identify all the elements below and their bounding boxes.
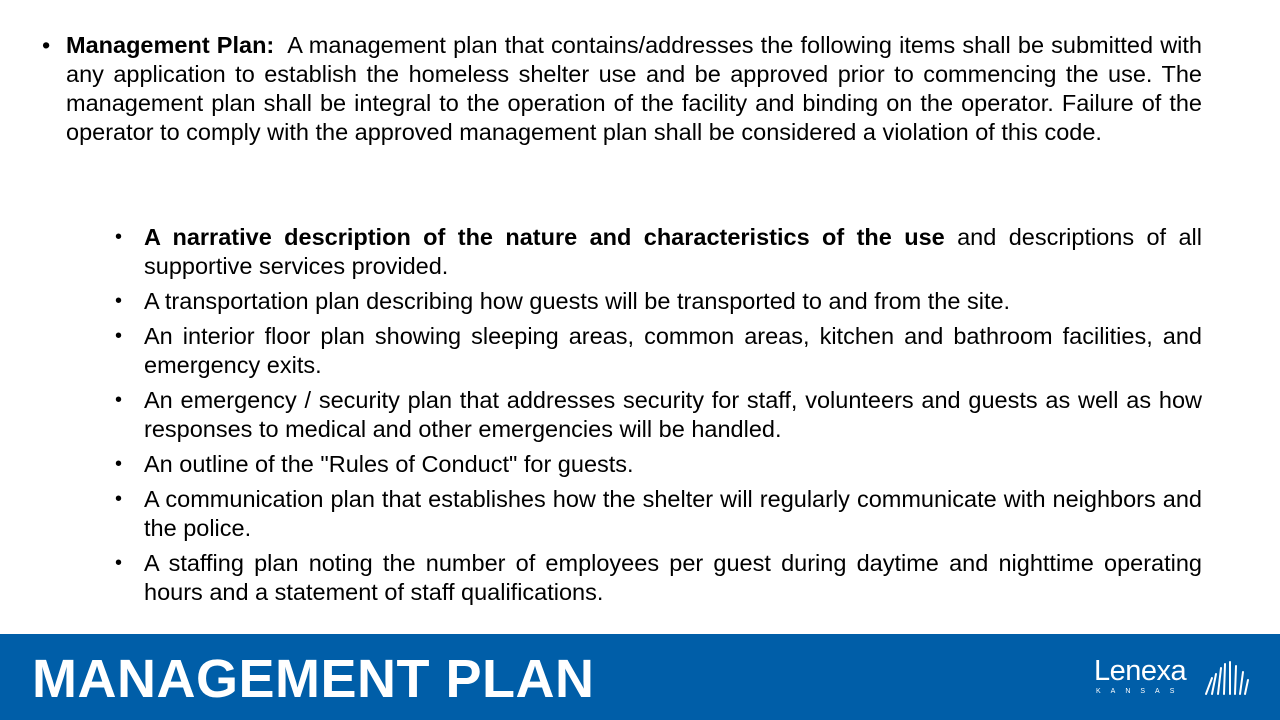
bullet-marker: • <box>115 290 123 312</box>
management-plan-paragraph <box>66 31 1202 147</box>
list-item <box>115 549 1202 607</box>
slide-title: MANAGEMENT PLAN <box>32 649 595 709</box>
management-plan-text: A management plan that contains/addresses the following items shall be submitted with any application to establish the homeless shelter use and be approved prior to commencing the use. The management plan shall be integral to the operation of the facility and binding on the operator. Failure of the operator to comply with the approved management plan shall be considered a violation of this code. <box>66 32 1202 145</box>
list-item-body: A staffing plan noting the number of employees per guest during daytime and nighttime operating hours and a statement of staff qualifications. <box>144 550 1202 605</box>
list-item-text <box>144 549 1202 607</box>
bullet-marker: • <box>115 453 123 475</box>
list-item-body: An emergency / security plan that addresses security for staff, volunteers and guests as well as how responses to medical and other emergencies will be handled. <box>144 387 1202 442</box>
list-item-bold-text: A narrative description of the nature and characteristics of the use <box>144 224 945 250</box>
list-item-text <box>144 386 1202 444</box>
bullet-marker: • <box>115 325 123 347</box>
list-item-text <box>144 450 1202 479</box>
list-item-text <box>144 287 1202 316</box>
bullet-marker: • <box>115 389 123 411</box>
bullet-marker: • <box>115 488 123 510</box>
logo-wordmark: Lenexa <box>1094 655 1187 687</box>
management-plan-lead: Management Plan: <box>66 32 275 58</box>
bullet-marker: • <box>115 552 123 574</box>
requirements-list <box>115 223 1202 613</box>
bullet-marker: • <box>115 226 123 248</box>
bullet-marker: • <box>42 32 51 58</box>
list-item-body: An outline of the "Rules of Conduct" for guests. <box>144 451 634 477</box>
list-item <box>115 485 1202 543</box>
list-item <box>115 322 1202 380</box>
list-item <box>115 450 1202 479</box>
list-item <box>115 223 1202 281</box>
list-item-body: An interior floor plan showing sleeping areas, common areas, kitchen and bathroom facilities, and emergency exits. <box>144 323 1202 378</box>
logo-subtext: KANSAS <box>1096 688 1185 695</box>
list-item <box>115 386 1202 444</box>
list-item <box>115 287 1202 316</box>
management-plan-bullet <box>42 31 1202 147</box>
list-item-body: A transportation plan describing how guests will be transported to and from the site. <box>144 288 1011 314</box>
list-item-body: and descriptions of all supportive services provided. <box>144 224 1202 279</box>
title-banner <box>0 634 1280 720</box>
list-item-text <box>144 322 1202 380</box>
grass-icon <box>1202 660 1250 696</box>
lenexa-logo <box>1094 654 1254 706</box>
list-item-text <box>144 223 1202 281</box>
list-item-text <box>144 485 1202 543</box>
list-item-body: A communication plan that establishes how the shelter will regularly communicate with neighbors and the police. <box>144 486 1202 541</box>
